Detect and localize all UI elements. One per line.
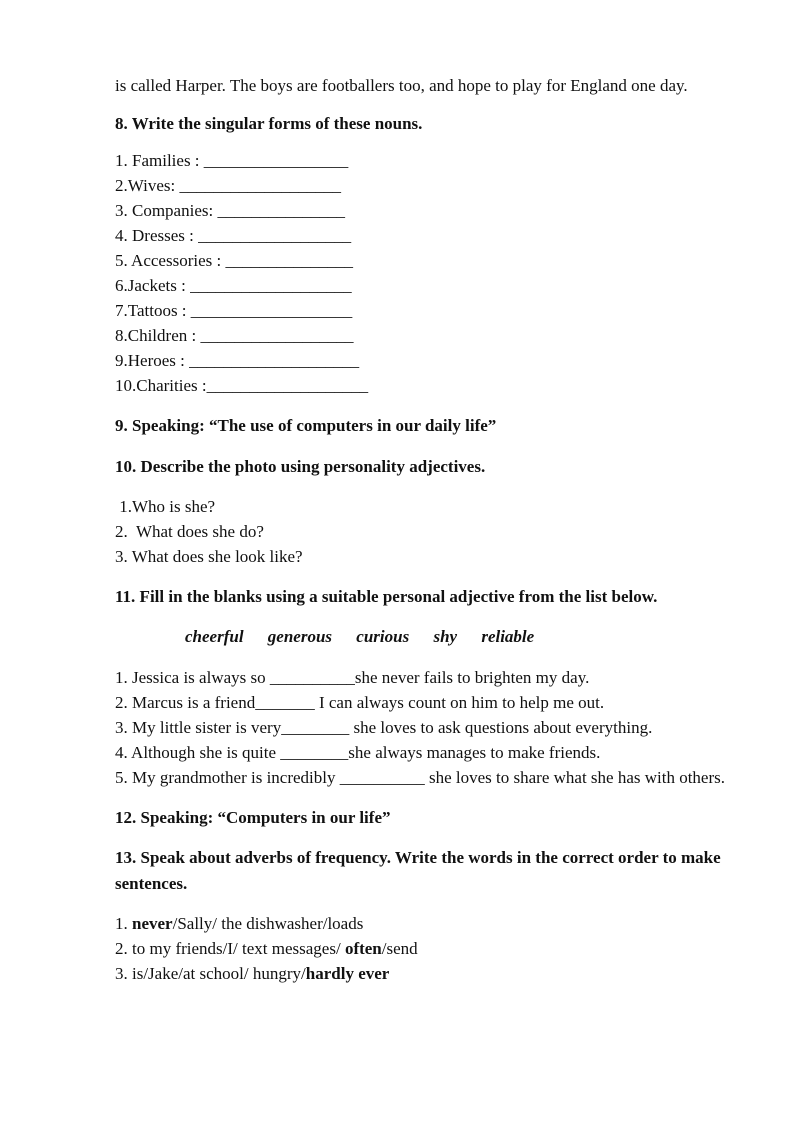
- worksheet-page: [115, 74, 742, 986]
- item-words: /Sally/ the dishwasher/loads: [172, 914, 364, 933]
- section-10-heading: 10. Describe the photo using personality adjectives.: [115, 457, 486, 476]
- list-item: 2. Marcus is a friend_______ I can always count on him to help me out.: [115, 693, 605, 712]
- word-bank-item: curious: [356, 627, 410, 646]
- word-bank-item: generous: [267, 627, 333, 646]
- list-item: [115, 936, 742, 961]
- adverb-bold: hardly ever: [305, 964, 390, 983]
- section-12-heading: 12. Speaking: “Computers in our life”: [115, 808, 391, 827]
- section-11-list: [115, 665, 742, 790]
- list-item: 6.Jackets : ___________________: [115, 276, 352, 295]
- list-item: 4. Dresses : __________________: [115, 226, 352, 245]
- section-9-heading: 9. Speaking: “The use of computers in our daily life”: [115, 416, 497, 435]
- list-item: 5. My grandmother is incredibly __________ she loves to share what she has with others.: [115, 768, 726, 787]
- list-item: [115, 961, 742, 986]
- word-bank-item: reliable: [481, 627, 535, 646]
- list-item: 3. What does she look like?: [115, 547, 303, 566]
- adjective-word-bank: [115, 624, 742, 649]
- list-item: 1.Who is she?: [115, 497, 216, 516]
- word-bank-item: cheerful: [185, 627, 244, 646]
- list-item: 10.Charities :___________________: [115, 376, 369, 395]
- adverb-bold: often: [344, 939, 382, 958]
- intro-paragraph: is called Harper. The boys are footballers too, and hope to play for England one day.: [115, 76, 688, 95]
- list-item: 3. Companies: _______________: [115, 201, 345, 220]
- item-words: to my friends/I/ text messages/: [132, 939, 345, 958]
- item-number: 1.: [115, 914, 132, 933]
- adverb-bold: never: [132, 914, 173, 933]
- word-bank-item: shy: [433, 627, 458, 646]
- list-item: 7.Tattoos : ___________________: [115, 301, 353, 320]
- item-number: 3.: [115, 964, 132, 983]
- list-item: 2.Wives: ___________________: [115, 176, 341, 195]
- list-item: 5. Accessories : _______________: [115, 251, 353, 270]
- item-number: 2.: [115, 939, 132, 958]
- section-8-list: [115, 148, 742, 398]
- section-10-list: [115, 494, 742, 569]
- list-item: 3. My little sister is very________ she loves to ask questions about everything.: [115, 718, 653, 737]
- item-words: /send: [381, 939, 418, 958]
- section-11-heading: 11. Fill in the blanks using a suitable personal adjective from the list below.: [115, 587, 658, 606]
- section-13-list: [115, 911, 742, 986]
- list-item: 2. What does she do?: [115, 522, 264, 541]
- item-words: is/Jake/at school/ hungry/: [132, 964, 306, 983]
- list-item: 4. Although she is quite ________she always manages to make friends.: [115, 743, 601, 762]
- list-item: 1. Families : _________________: [115, 151, 349, 170]
- list-item: 1. Jessica is always so __________she never fails to brighten my day.: [115, 668, 590, 687]
- list-item: [115, 911, 742, 936]
- list-item: 9.Heroes : ____________________: [115, 351, 360, 370]
- section-13-heading: 13. Speak about adverbs of frequency. Write the words in the correct order to make sentences.: [115, 848, 721, 893]
- section-8-heading: 8. Write the singular forms of these nouns.: [115, 114, 423, 133]
- list-item: 8.Children : __________________: [115, 326, 354, 345]
